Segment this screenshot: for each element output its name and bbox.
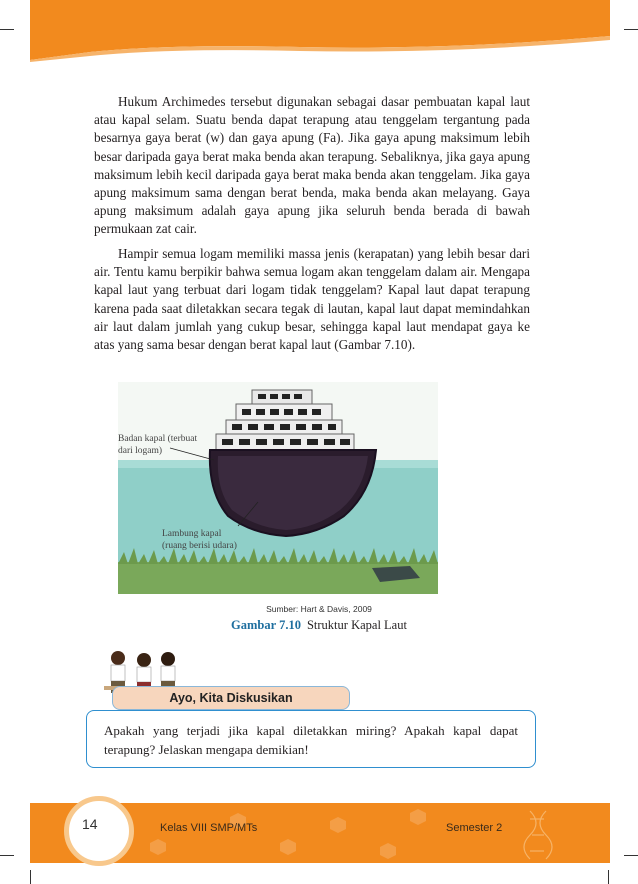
figure-caption-text: Struktur Kapal Laut xyxy=(306,618,407,632)
paragraph-metal-ships: Hampir semua logam memiliki massa jenis (kerapatan) yang lebih besar dari air. Tentu kamu berpikir bahwa semua logam akan tenggelam dalam air. Mengapa kapal laut yang terbuat dari logam tidak tenggelam? Kapal laut dapat terapung karena pada saat diletakkan secara tegak di lautan, kapal laut dapat memindahkan air laut dalam jumlah yang cukup besar, sehingga kapal laut mendapat gaya ke atas yang sama besar dengan berat kapal laut (Gambar 7.10). xyxy=(94,246,530,353)
crop-mark xyxy=(624,855,638,856)
label-hull xyxy=(162,528,237,552)
figure-number: Gambar 7.10 xyxy=(231,618,301,632)
label-hull-line2: (ruang berisi udara) xyxy=(162,541,237,551)
discussion-text: Apakah yang terjadi jika kapal diletakkan miring? Apakah kapal dapat terapung? Jelaskan mengapa demikian! xyxy=(104,723,518,757)
crop-mark xyxy=(0,29,14,30)
discussion-title: Ayo, Kita Diskusikan xyxy=(112,686,350,710)
crop-mark xyxy=(30,870,31,884)
footer-class-label: Kelas VIII SMP/MTs xyxy=(160,822,258,834)
footer-semester-label: Semester 2 xyxy=(446,822,503,834)
label-ship-body-line1: Badan kapal (terbuat xyxy=(118,434,198,444)
ship-figure xyxy=(118,382,438,594)
crop-mark xyxy=(608,870,609,884)
label-hull-line1: Lambung kapal xyxy=(162,529,222,539)
paragraph-archimedes: Hukum Archimedes tersebut digunakan sebagai dasar pembuatan kapal laut atau kapal selam. Suatu benda dapat terapung atau tenggelam tergantung pada besarnya gaya berat (w) dan gaya apung (Fa). Jika gaya apung maksimum lebih besar daripada gaya berat maka benda akan terapung. Sebaliknya, jika gaya apung maksimum lebih kecil daripada gaya berat maka benda akan tenggelam. Jika gaya apung maksimum sama dengan berat benda, maka benda akan melayang. Gaya apung maksimum adalah gaya apung jika seluruh benda berada di bawah permukaan zat cair. xyxy=(94,94,530,237)
figure-caption xyxy=(0,618,638,633)
header-band xyxy=(30,0,610,62)
page-number: 14 xyxy=(82,816,98,832)
page-number-badge xyxy=(64,796,134,866)
crop-mark xyxy=(624,29,638,30)
label-ship-body-line2: dari logam) xyxy=(118,446,163,456)
crop-mark xyxy=(0,855,14,856)
figure-source: Sumber: Hart & Davis, 2009 xyxy=(266,604,372,614)
label-ship-body xyxy=(118,433,197,457)
